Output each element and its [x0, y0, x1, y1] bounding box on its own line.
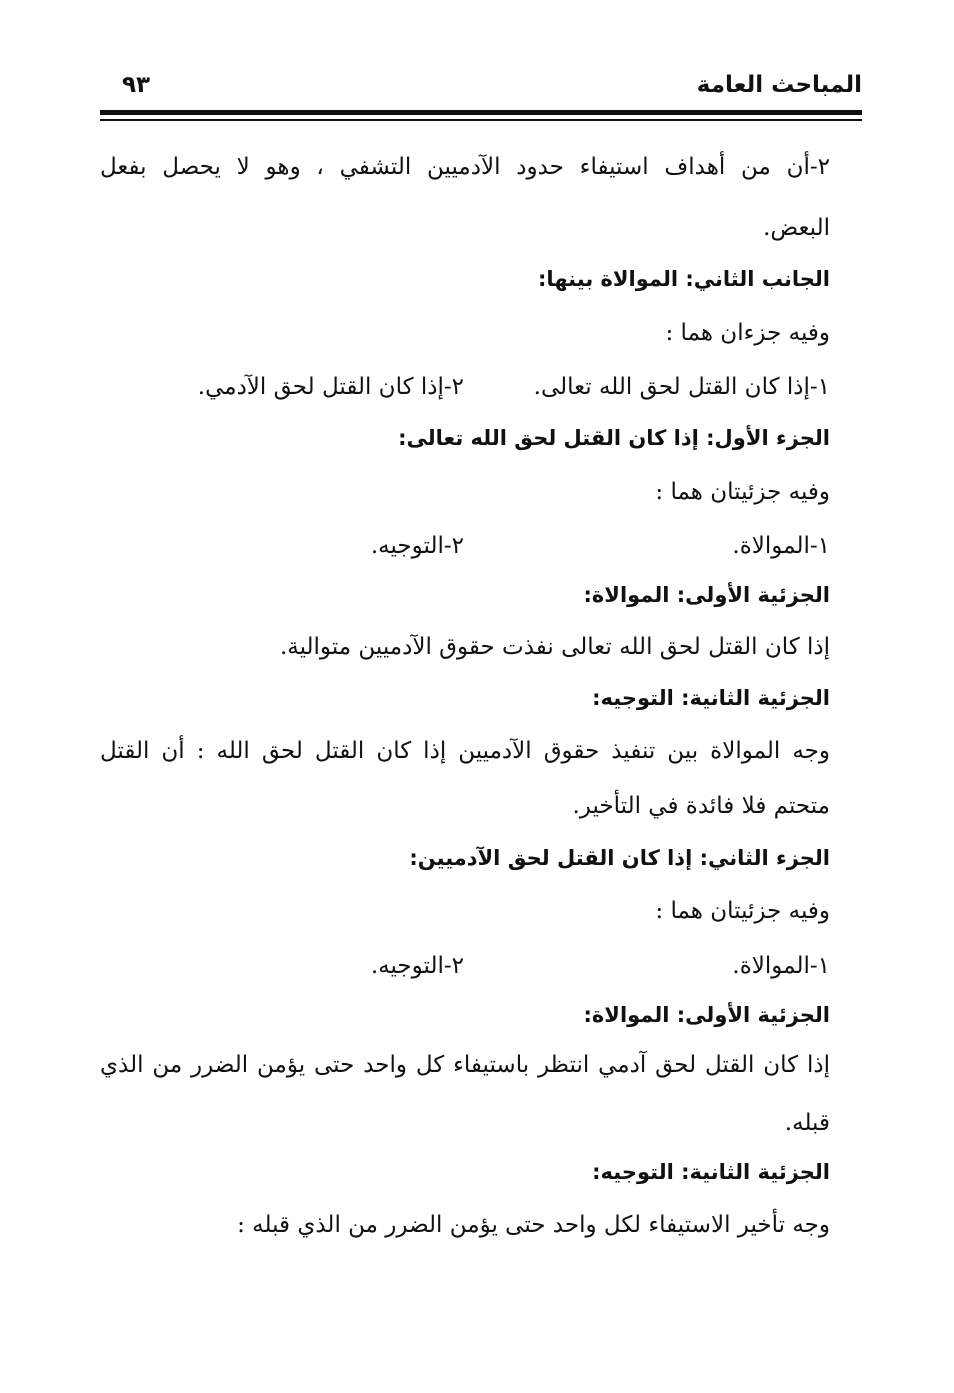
- section-heading: الجزئية الأولى: الموالاة:: [583, 1003, 830, 1027]
- header-rule-thin: [100, 119, 862, 121]
- paragraph-line: البعض.: [763, 215, 830, 241]
- header-rule-thick: [100, 110, 862, 115]
- list-item: ٢-التوجيه.: [370, 953, 464, 979]
- section-heading: الجزئية الثانية: التوجيه:: [592, 1160, 830, 1184]
- paragraph-line: قبله.: [784, 1110, 830, 1136]
- list-item: ١-الموالاة.: [732, 953, 830, 979]
- section-heading: الجزء الثاني: إذا كان القتل لحق الآدميين:: [409, 846, 830, 870]
- paragraph-line: وفيه جزئيتان هما :: [655, 898, 830, 924]
- list-item: ١-إذا كان القتل لحق الله تعالى.: [533, 374, 830, 400]
- paragraph-line: وجه الموالاة بين تنفيذ حقوق الآدميين إذا كان القتل لحق الله : أن القتل: [100, 738, 830, 764]
- paragraph-line: متحتم فلا فائدة في التأخير.: [572, 793, 830, 819]
- list-item: ٢-إذا كان القتل لحق الآدمي.: [197, 374, 464, 400]
- page-number: ٩٣: [122, 72, 151, 98]
- paragraph-line: وفيه جزئيتان هما :: [655, 479, 830, 505]
- paragraph-line: إذا كان القتل لحق آدمي انتظر باستيفاء كل واحد حتى يؤمن الضرر من الذي: [100, 1052, 830, 1078]
- section-heading: الجزئية الثانية: التوجيه:: [592, 686, 830, 710]
- section-heading: الجزئية الأولى: الموالاة:: [583, 583, 830, 607]
- section-heading: الجزء الأول: إذا كان القتل لحق الله تعالى:: [398, 426, 830, 450]
- list-item: ١-الموالاة.: [732, 533, 830, 559]
- running-header: [100, 70, 862, 106]
- list-item: ٢-التوجيه.: [370, 533, 464, 559]
- section-heading: الجانب الثاني: الموالاة بينها:: [538, 267, 830, 291]
- paragraph-line: إذا كان القتل لحق الله تعالى نفذت حقوق الآدميين متوالية.: [279, 634, 830, 660]
- paragraph-line: ٢-أن من أهداف استيفاء حدود الآدميين التشفي ، وهو لا يحصل بفعل: [100, 154, 830, 180]
- paragraph-line: وفيه جزءان هما :: [665, 320, 830, 346]
- chapter-title: المباحث العامة: [696, 72, 862, 98]
- paragraph-line: وجه تأخير الاستيفاء لكل واحد حتى يؤمن الضرر من الذي قبله :: [237, 1212, 830, 1238]
